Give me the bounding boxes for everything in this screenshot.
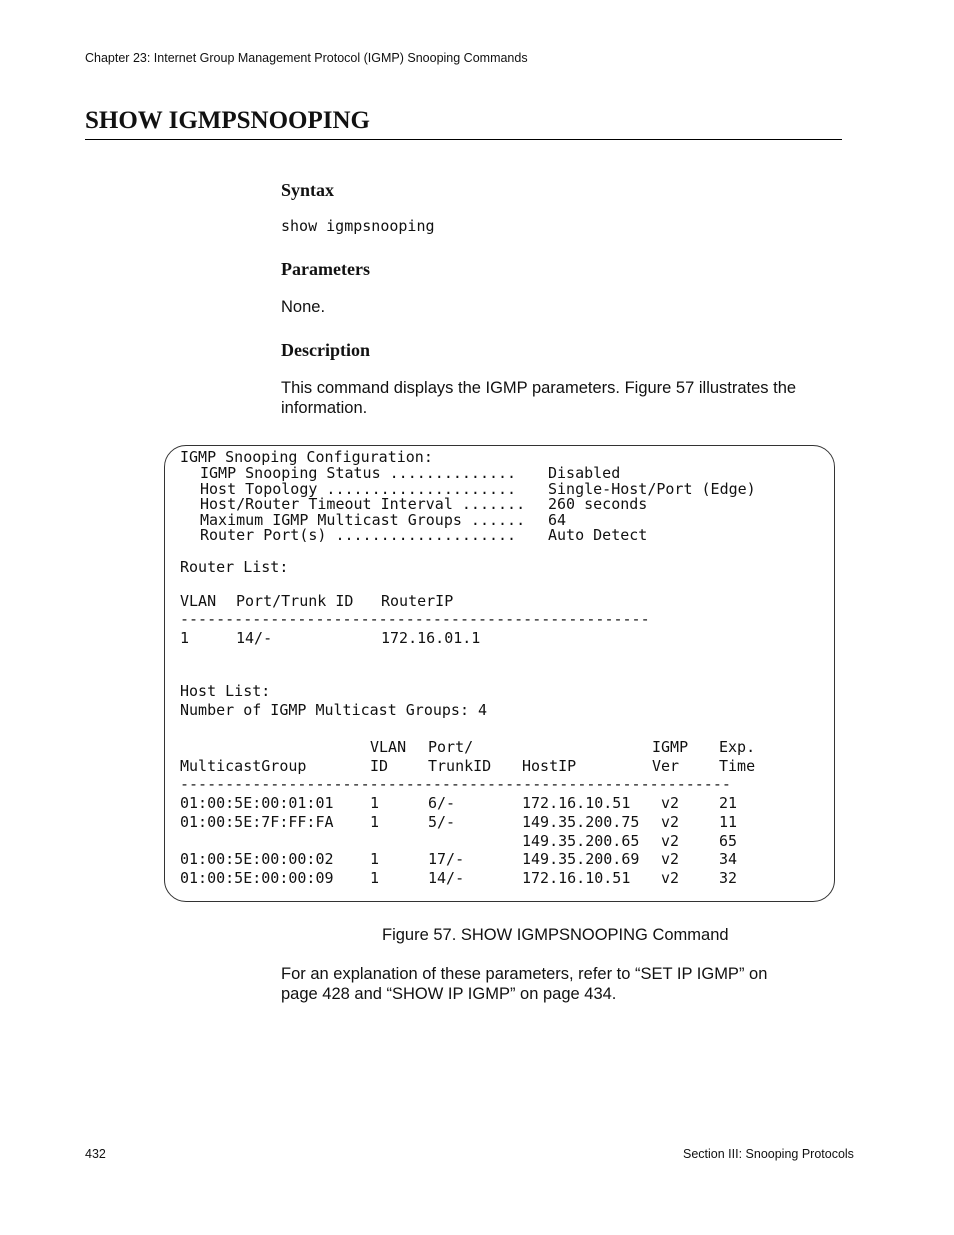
host-cell-ip: 172.16.10.51 <box>522 869 631 887</box>
config-label: Host Topology ..................... <box>200 480 517 498</box>
host-cell-port: 14/- <box>428 869 465 887</box>
host-cell-ip: 149.35.200.69 <box>522 850 640 868</box>
config-title: IGMP Snooping Configuration: <box>180 448 433 466</box>
config-label: Maximum IGMP Multicast Groups ...... <box>200 511 526 529</box>
router-col-header: Port/Trunk ID <box>236 592 354 610</box>
host-col-header: Exp. <box>719 738 756 756</box>
section-label: Section III: Snooping Protocols <box>683 1147 854 1161</box>
syntax-command: show igmpsnooping <box>281 217 435 235</box>
router-list-title: Router List: <box>180 558 289 576</box>
config-value: 64 <box>548 511 567 529</box>
router-cell: 1 <box>180 629 190 647</box>
explanation-line-1: For an explanation of these parameters, refer to “SET IP IGMP” on <box>281 965 768 983</box>
description-heading: Description <box>281 340 370 360</box>
description-line-1: This command displays the IGMP parameters. Figure 57 illustrates the <box>281 379 797 397</box>
figure-caption: Figure 57. SHOW IGMPSNOOPING Command <box>382 926 729 944</box>
host-cell-group: 01:00:5E:00:01:01 <box>180 794 334 812</box>
host-cell-time: 11 <box>719 813 738 831</box>
host-cell-group: 01:00:5E:7F:FF:FA <box>180 813 334 831</box>
host-cell-ip: 149.35.200.75 <box>522 813 640 831</box>
title-rule <box>85 139 842 140</box>
config-value: Auto Detect <box>548 526 648 544</box>
host-col-header: TrunkID <box>428 757 492 775</box>
parameters-heading: Parameters <box>281 259 370 279</box>
host-col-header: MulticastGroup <box>180 757 307 775</box>
config-label: IGMP Snooping Status .............. <box>200 464 517 482</box>
host-cell-port: 6/- <box>428 794 456 812</box>
host-cell-vlan: 1 <box>370 869 380 887</box>
host-cell-ver: v2 <box>661 869 680 887</box>
host-col-header: ID <box>370 757 389 775</box>
config-label: Router Port(s) .................... <box>200 526 517 544</box>
host-separator: ------------------------------------------------------------- <box>180 775 731 793</box>
config-value: Single-Host/Port (Edge) <box>548 480 756 498</box>
host-cell-ver: v2 <box>661 813 680 831</box>
host-col-header: VLAN <box>370 738 407 756</box>
router-col-header: RouterIP <box>381 592 454 610</box>
host-col-header: HostIP <box>522 757 577 775</box>
host-cell-ip: 149.35.200.65 <box>522 832 640 850</box>
host-col-header: Time <box>719 757 756 775</box>
host-cell-port: 17/- <box>428 850 465 868</box>
host-col-header: Ver <box>652 757 680 775</box>
explanation-line-2: page 428 and “SHOW IP IGMP” on page 434. <box>281 985 617 1003</box>
page-title: SHOW IGMPSNOOPING <box>85 107 370 134</box>
host-cell-ver: v2 <box>661 850 680 868</box>
host-cell-vlan: 1 <box>370 813 380 831</box>
host-col-header: Port/ <box>428 738 474 756</box>
host-cell-vlan: 1 <box>370 850 380 868</box>
host-cell-ver: v2 <box>661 832 680 850</box>
config-value: 260 seconds <box>548 495 648 513</box>
router-cell: 14/- <box>236 629 273 647</box>
host-cell-ver: v2 <box>661 794 680 812</box>
host-group-count: Number of IGMP Multicast Groups: 4 <box>180 701 488 719</box>
host-cell-time: 34 <box>719 850 738 868</box>
host-cell-time: 21 <box>719 794 738 812</box>
router-separator: ---------------------------------------------------- <box>180 610 650 628</box>
syntax-heading: Syntax <box>281 180 335 200</box>
config-value: Disabled <box>548 464 621 482</box>
host-cell-group: 01:00:5E:00:00:02 <box>180 850 334 868</box>
router-cell: 172.16.01.1 <box>381 629 481 647</box>
host-list-title: Host List: <box>180 682 271 700</box>
host-cell-time: 32 <box>719 869 738 887</box>
host-col-header: IGMP <box>652 738 689 756</box>
parameters-text: None. <box>281 298 326 316</box>
host-cell-port: 5/- <box>428 813 456 831</box>
host-cell-time: 65 <box>719 832 738 850</box>
description-line-2: information. <box>281 399 368 417</box>
router-col-header: VLAN <box>180 592 217 610</box>
running-header: Chapter 23: Internet Group Management Protocol (IGMP) Snooping Commands <box>85 51 528 65</box>
host-cell-vlan: 1 <box>370 794 380 812</box>
host-cell-ip: 172.16.10.51 <box>522 794 631 812</box>
host-cell-group: 01:00:5E:00:00:09 <box>180 869 334 887</box>
config-label: Host/Router Timeout Interval ....... <box>200 495 526 513</box>
page-number: 432 <box>85 1147 106 1161</box>
